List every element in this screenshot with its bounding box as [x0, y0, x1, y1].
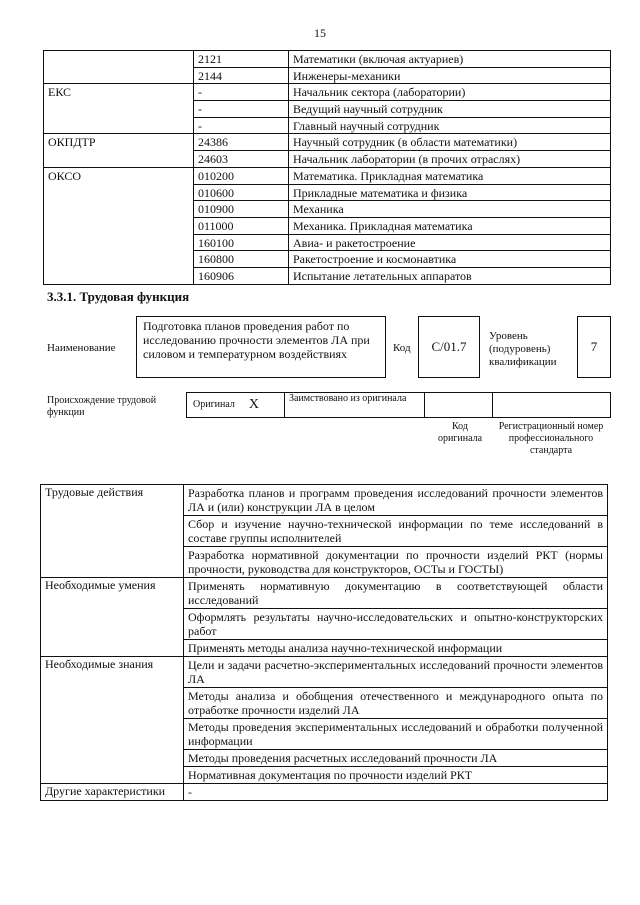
table-row: [44, 84, 611, 101]
table-row: [44, 51, 611, 68]
name-cell: Начальник сектора (лаборатории): [289, 84, 611, 101]
code-cell: 010600: [194, 184, 289, 201]
row-value: Методы проведения расчетных исследований прочности ЛА: [184, 750, 608, 767]
code-cell: 24603: [194, 151, 289, 168]
code-cell: -: [194, 101, 289, 118]
table-row: [44, 134, 611, 151]
code-cell: 011000: [194, 217, 289, 234]
code-cell: 160906: [194, 267, 289, 284]
origin-box: [186, 392, 611, 418]
group-cell: ЕКС: [44, 84, 194, 134]
row-value: Оформлять результаты научно-исследовательских и опытно-конструкторских работ: [184, 609, 608, 640]
page-number: 15: [314, 26, 326, 40]
code-cell: -: [194, 117, 289, 134]
original-code-cell: [425, 393, 493, 417]
borrowed-label: Заимствовано из оригинала: [285, 393, 425, 417]
classification-table: [43, 50, 611, 285]
name-cell: Испытание летательных аппаратов: [289, 267, 611, 284]
origin-label: Происхождение трудовой функции: [47, 395, 157, 418]
group-cell: ОКСО: [44, 167, 194, 284]
table-row: [41, 784, 608, 801]
row-value: Разработка нормативной документации по прочности изделий РКТ (нормы прочности, руководства для конструкторов, ОСТы и ГОСТЫ): [184, 547, 608, 578]
row-value: Методы проведения экспериментальных исследований и обработки полученной информации: [184, 719, 608, 750]
code-cell: 010900: [194, 201, 289, 218]
code-cell: 24386: [194, 134, 289, 151]
original-label: Оригинал: [193, 399, 235, 410]
section-title: 3.3.1. Трудовая функция: [47, 289, 190, 304]
reg-number-caption: Регистрационный номер профессионального стандарта: [498, 421, 604, 456]
row-label: Необходимые знания: [41, 657, 184, 784]
table-row: [41, 578, 608, 609]
function-name: Подготовка планов проведения работ по исследованию прочности элементов ЛА при силовом и температурном воздействиях: [136, 316, 386, 378]
name-cell: Механика. Прикладная математика: [289, 217, 611, 234]
code-cell: 2144: [194, 67, 289, 84]
code-cell: 160800: [194, 251, 289, 268]
name-cell: Научный сотрудник (в области математики): [289, 134, 611, 151]
function-code: C/01.7: [418, 316, 480, 378]
row-value: Сбор и изучение научно-технической информации по теме исследований в составе группы исполнителей: [184, 516, 608, 547]
table-row: [41, 657, 608, 688]
original-cell: [187, 393, 285, 417]
name-cell: Ведущий научный сотрудник: [289, 101, 611, 118]
name-cell: Главный научный сотрудник: [289, 117, 611, 134]
name-cell: Математика. Прикладная математика: [289, 167, 611, 184]
name-cell: Ракетостроение и космонавтика: [289, 251, 611, 268]
original-mark: X: [248, 397, 260, 412]
row-label: Необходимые умения: [41, 578, 184, 657]
row-value: Методы анализа и обобщения отечественного и международного опыта по отработке прочности изделий ЛА: [184, 688, 608, 719]
qualification-level: 7: [577, 316, 611, 378]
row-label: Другие характеристики: [41, 784, 184, 801]
code-cell: 160100: [194, 234, 289, 251]
reg-number-cell: [493, 393, 610, 417]
name-cell: Математики (включая актуариев): [289, 51, 611, 68]
code-cell: 2121: [194, 51, 289, 68]
row-value: Разработка планов и программ проведения исследований прочности элементов ЛА и (или) конструкции ЛА в целом: [184, 485, 608, 516]
table-row: [44, 167, 611, 184]
name-cell: Начальник лаборатории (в прочих отраслях): [289, 151, 611, 168]
table-row: [41, 485, 608, 516]
name-label: Наименование: [47, 342, 116, 354]
name-cell: Механика: [289, 201, 611, 218]
level-label: Уровень (подуровень) квалификации: [489, 330, 557, 368]
row-value: Нормативная документация по прочности изделий РКТ: [184, 767, 608, 784]
code-cell: 010200: [194, 167, 289, 184]
row-value: -: [184, 784, 608, 801]
row-value: Применять методы анализа научно-технической информации: [184, 640, 608, 657]
group-cell: ОКПДТР: [44, 134, 194, 167]
code-label: Код: [393, 342, 411, 354]
function-table: [40, 484, 608, 801]
name-cell: Прикладные математика и физика: [289, 184, 611, 201]
original-code-caption: Код оригинала: [437, 421, 483, 444]
name-cell: Инженеры-механики: [289, 67, 611, 84]
name-cell: Авиа- и ракетостроение: [289, 234, 611, 251]
code-cell: -: [194, 84, 289, 101]
row-value: Цели и задачи расчетно-экспериментальных исследований прочности элементов ЛА: [184, 657, 608, 688]
row-label: Трудовые действия: [41, 485, 184, 578]
group-cell: [44, 51, 194, 84]
row-value: Применять нормативную документацию в соответствующей области исследований: [184, 578, 608, 609]
